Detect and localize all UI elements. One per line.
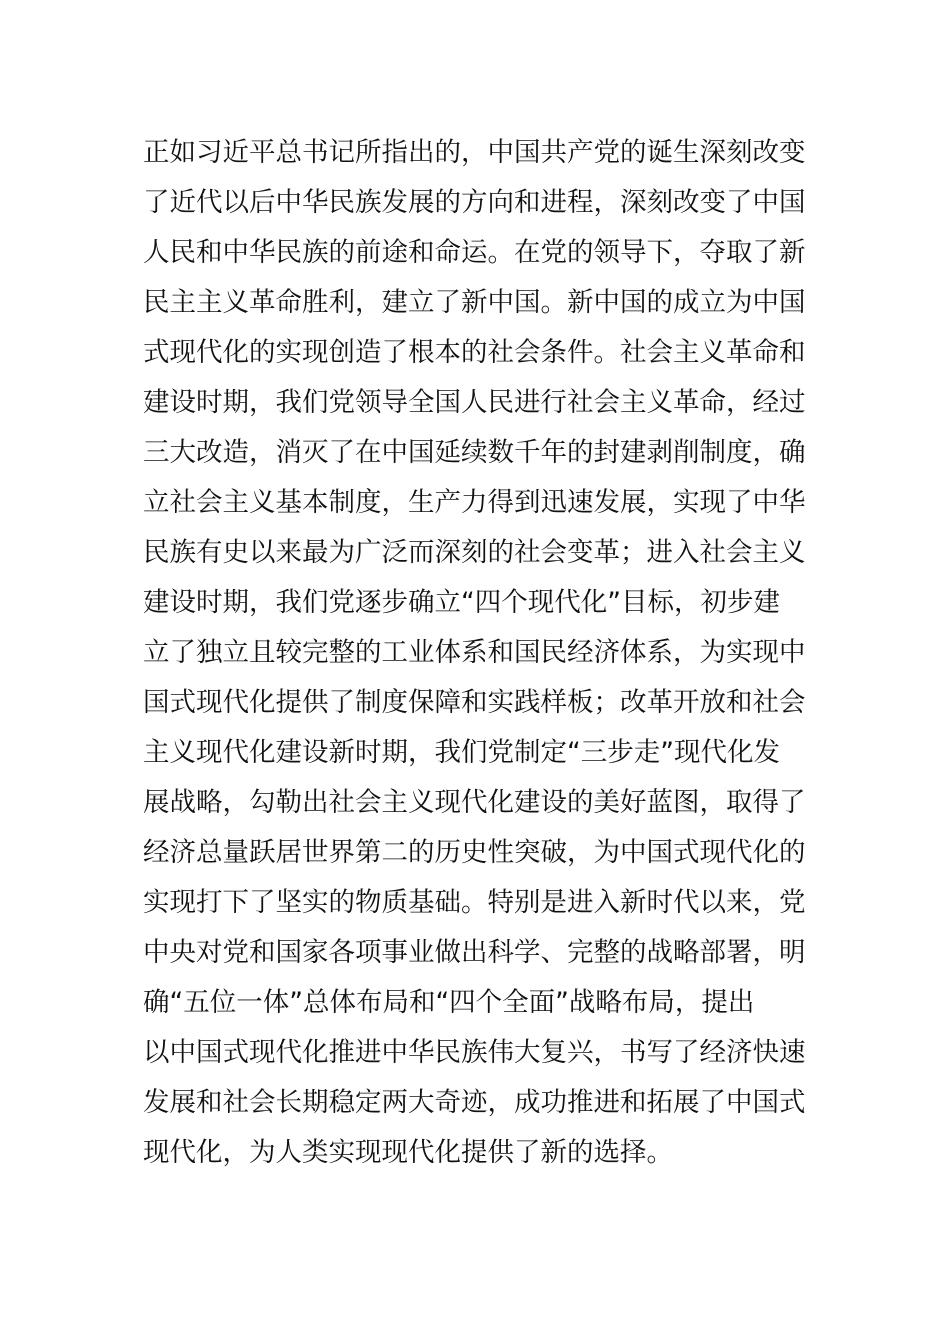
paragraph-line: 主义现代化建设新时期，我们党制定“三步走”现代化发: [143, 737, 780, 768]
paragraph-line: 建设时期，我们党领导全国人民进行社会主义革命，经过: [143, 387, 806, 418]
paragraph-line: 民族有史以来最为广泛而深刻的社会变革；进入社会主义: [143, 537, 806, 568]
paragraph-line: 民主主义革命胜利，建立了新中国。新中国的成立为中国: [143, 287, 806, 318]
paragraph-line: 中央对党和国家各项事业做出科学、完整的战略部署，明: [143, 937, 806, 968]
paragraph-line: 实现打下了坚实的物质基础。特别是进入新时代以来，党: [143, 887, 806, 918]
paragraph-line: 立社会主义基本制度，生产力得到迅速发展，实现了中华: [143, 487, 806, 518]
paragraph-line: 国式现代化提供了制度保障和实践样板；改革开放和社会: [143, 687, 806, 718]
paragraph-line: 正如习近平总书记所指出的，中国共产党的诞生深刻改变: [143, 137, 806, 168]
paragraph-line: 现代化，为人类实现现代化提供了新的选择。: [143, 1137, 673, 1168]
paragraph-line: 式现代化的实现创造了根本的社会条件。社会主义革命和: [143, 337, 806, 368]
paragraph-line: 确“五位一体”总体布局和“四个全面”战略布局，提出: [143, 987, 755, 1018]
paragraph-line: 立了独立且较完整的工业体系和国民经济体系，为实现中: [143, 637, 806, 668]
paragraph-line: 发展和社会长期稳定两大奇迹，成功推进和拓展了中国式: [143, 1087, 806, 1118]
paragraph-line: 三大改造，消灭了在中国延续数千年的封建剥削制度，确: [143, 437, 806, 468]
paragraph-line: 建设时期，我们党逐步确立“四个现代化”目标，初步建: [143, 587, 780, 618]
paragraph-line: 人民和中华民族的前途和命运。在党的领导下，夺取了新: [143, 237, 806, 268]
paragraph-line: 经济总量跃居世界第二的历史性突破，为中国式现代化的: [143, 837, 806, 868]
paragraph-line: 以中国式现代化推进中华民族伟大复兴，书写了经济快速: [143, 1037, 806, 1068]
paragraph-line: 了近代以后中华民族发展的方向和进程，深刻改变了中国: [143, 187, 806, 218]
body-paragraph: [143, 128, 809, 1178]
paragraph-line: 展战略，勾勒出社会主义现代化建设的美好蓝图，取得了: [143, 787, 806, 818]
